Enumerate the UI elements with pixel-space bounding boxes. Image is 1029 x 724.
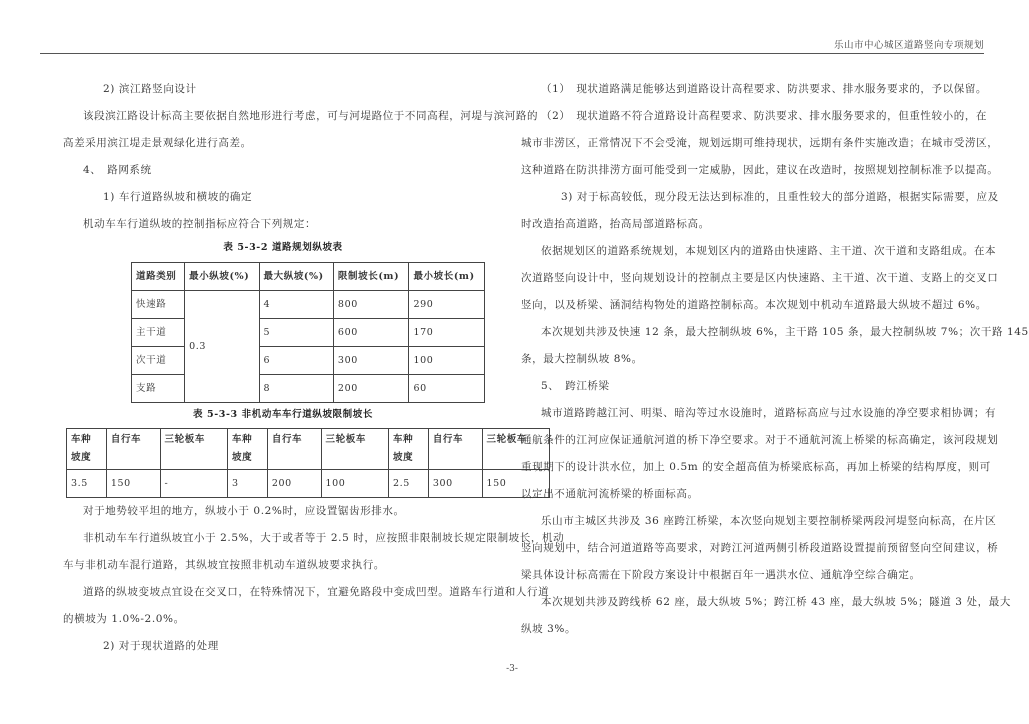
table-header-cell: 最小纵坡(%) [185, 263, 259, 291]
paragraph: 道路的纵坡变坡点宜设在交叉口，在特殊情况下，宜避免路段中变成凹型。道路车行道和人行道 [83, 586, 550, 598]
paragraph: 次道路竖向设计中，竖向规划设计的控制点主要是区内快速路、主干道、次干道、支路上的交叉口 [521, 272, 999, 284]
paragraph: 的横坡为 1.0%-2.0%。 [63, 613, 185, 625]
header-bottom: 坡度 [231, 452, 253, 463]
section-heading: 4、 路网系统 [83, 164, 152, 176]
table-cell: 150 [106, 470, 160, 498]
table-row [132, 319, 485, 347]
table-header-cell: 三轮板车 [160, 429, 227, 470]
header-top: 车种 [231, 434, 253, 445]
slope-table [131, 262, 485, 403]
paragraph: 非机动车车行道纵坡宜小于 2.5%，大于或者等于 2.5 时，应按照非限制坡长规定限制坡长，机动 [83, 532, 565, 544]
table-cell: 次干道 [132, 347, 185, 375]
table-header-cell: 最大纵坡(%) [259, 263, 333, 291]
table-header-cell: 自行车 [267, 429, 321, 470]
table-cell: 60 [409, 375, 485, 403]
table-cell: 4 [259, 291, 333, 319]
table-cell: 100 [321, 470, 388, 498]
header-top: 车种 [392, 434, 414, 445]
table-cell: 6 [259, 347, 333, 375]
paragraph: 对于地势较平坦的地方，纵坡小于 0.2%时，应设置锯齿形排水。 [83, 505, 405, 517]
paragraph: 本次规划共涉及快速 12 条，最大控制纵坡 6%，主干路 105 条，最大控制纵坡 7%；次干路 145 [541, 326, 1029, 338]
table-cell: - [160, 470, 227, 498]
table-cell: 200 [267, 470, 321, 498]
table-cell: 300 [428, 470, 482, 498]
paragraph: 3) 对于标高较低，现分段无法达到标准的，且重性较大的部分道路，根据实际需要，应及 [561, 191, 999, 203]
paragraph: 重现期下的设计洪水位，加上 0.5m 的安全超高值为桥梁底标高，再加上桥梁的结构厚度，则可 [521, 461, 991, 473]
table-cell: 支路 [132, 375, 185, 403]
paragraph: 以定出不通航河流桥梁的桥面标高。 [521, 488, 699, 500]
table-row [132, 375, 485, 403]
table-header-cell: 自行车 [106, 429, 160, 470]
paragraph: 条，最大控制纵坡 8%。 [521, 353, 643, 365]
table-cell: 8 [259, 375, 333, 403]
subheading: 1) 车行道路纵坡和横坡的确定 [103, 191, 253, 203]
bike-slope-table [66, 428, 550, 498]
table-header-row [67, 429, 550, 470]
paragraph: 依据规划区的道路系统规划，本规划区内的道路由快速路、主干道、次干道和支路组成。在本 [541, 245, 997, 257]
table-header-cell [67, 429, 107, 470]
paragraph: 竖向规划中，结合河道道路等高要求，对跨江河道两侧引桥段道路设置提前预留竖向空间建议，桥 [521, 542, 999, 554]
paragraph: 本次规划共涉及跨线桥 62 座，最大纵坡 5%；跨江桥 43 座，最大纵坡 5%；隧道 3 处，最大 [541, 596, 1011, 608]
table-header-cell: 道路类别 [132, 263, 185, 291]
table-header-cell: 三轮板车 [482, 429, 550, 470]
table-caption: 表 5-3-3 非机动车车行道纵坡限制坡长 [193, 409, 373, 420]
table-header-cell: 三轮板车 [321, 429, 388, 470]
header-bottom: 坡度 [392, 452, 414, 463]
table-cell: 150 [482, 470, 550, 498]
paragraph: 这种道路在防洪排涝方面可能受到一定威胁，因此，建议在改造时，按照规划控制标准予以提高。 [521, 164, 999, 176]
table-cell: 5 [259, 319, 333, 347]
table-cell: 主干道 [132, 319, 185, 347]
table-cell: 100 [409, 347, 485, 375]
paragraph: 城市非涝区，正常情况下不会受淹，规划远期可维持现状，远期有条件实施改造；在城市受涝区， [521, 137, 999, 149]
header-rule [40, 53, 984, 54]
table-caption: 表 5-3-2 道路规划纵坡表 [223, 242, 343, 253]
table-cell: 200 [333, 375, 409, 403]
table-row [132, 347, 485, 375]
paragraph: 纵坡 3%。 [521, 623, 577, 635]
table-header-cell: 最小坡长(m) [409, 263, 485, 291]
paragraph: 梁具体设计标高需在下阶段方案设计中根据百年一遇洪水位、通航净空综合确定。 [521, 569, 921, 581]
paragraph: 该段滨江路设计标高主要依据自然地形进行考虑，可与河堤路位于不同高程，河堤与滨河路的 [83, 110, 539, 122]
table-header-cell: 限制坡长(m) [333, 263, 409, 291]
header-top: 车种 [71, 434, 92, 445]
table-cell: 3 [227, 470, 267, 498]
table-row [67, 470, 550, 498]
paragraph: （2） 现状道路不符合道路设计高程要求、防洪要求、排水服务要求的，但重性较小的，在 [541, 110, 988, 122]
section-heading: 5、 跨江桥梁 [541, 380, 610, 392]
table-cell: 快速路 [132, 291, 185, 319]
table-header-row [132, 263, 485, 291]
paragraph: 机动车车行道纵坡的控制指标应符合下列规定： [83, 218, 317, 230]
paragraph: （1） 现状道路满足能够达到道路设计高程要求、防洪要求、排水服务要求的，予以保留。 [541, 83, 988, 95]
paragraph: 竖向，以及桥梁、涵洞结构物处的道路控制标高。本次规划中机动车道路最大纵坡不超过 6%。 [521, 299, 987, 311]
subheading: 2) 对于现状道路的处理 [103, 640, 219, 652]
subheading: 2) 滨江路竖向设计 [103, 83, 197, 95]
table-cell: 290 [409, 291, 485, 319]
paragraph: 乐山市主城区共涉及 36 座跨江桥梁，本次竖向规划主要控制桥梁两段河堤竖向标高，在片区 [541, 515, 997, 527]
table-row [132, 291, 485, 319]
table-cell: 3.5 [67, 470, 107, 498]
table-cell: 300 [333, 347, 409, 375]
paragraph: 高差采用滨江堤走景观绿化进行高差。 [63, 137, 252, 149]
paragraph: 通航条件的江河应保证通航河道的桥下净空要求。对于不通航河流上桥梁的标高确定，该河段规划 [521, 434, 999, 446]
header-bottom: 坡度 [71, 452, 92, 463]
page-number: -3- [506, 664, 518, 674]
table-header-cell: 自行车 [428, 429, 482, 470]
paragraph: 时改造抬高道路，抬高局部道路标高。 [521, 218, 710, 230]
table-cell: 2.5 [388, 470, 428, 498]
paragraph: 城市道路跨越江河、明渠、暗沟等过水设施时，道路标高应与过水设施的净空要求相协调；有 [541, 407, 997, 419]
table-cell: 800 [333, 291, 409, 319]
header-title: 乐山市中心城区道路竖向专项规划 [833, 40, 984, 51]
table-header-cell [388, 429, 428, 470]
table-cell: 170 [409, 319, 485, 347]
paragraph: 车与非机动车混行道路，其纵坡宜按照非机动车道纵坡要求执行。 [63, 559, 385, 571]
table-cell: 600 [333, 319, 409, 347]
table-header-cell [227, 429, 267, 470]
right-column [521, 76, 1029, 643]
table-cell: 0.3 [185, 291, 259, 403]
